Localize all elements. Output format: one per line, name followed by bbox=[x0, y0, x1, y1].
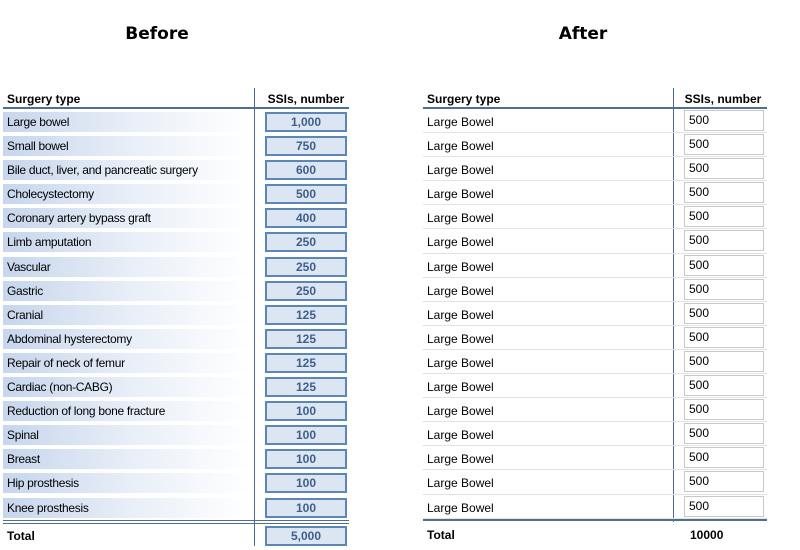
surgery-type-cell: Small bowel bbox=[3, 136, 251, 156]
ssis-value-cell: 400 bbox=[265, 208, 347, 228]
surgery-type-cell: Large Bowel bbox=[427, 235, 494, 250]
table-row bbox=[423, 109, 767, 133]
table-row bbox=[423, 398, 767, 422]
surgery-type-cell: Vascular bbox=[3, 257, 251, 277]
table-row bbox=[423, 254, 767, 278]
surgery-type-cell: Reduction of long bone fracture bbox=[3, 401, 251, 421]
table-row bbox=[423, 446, 767, 470]
surgery-type-cell: Gastric bbox=[3, 281, 251, 301]
ssis-value-cell: 500 bbox=[265, 184, 347, 204]
table-row bbox=[423, 278, 767, 302]
table-row bbox=[423, 205, 767, 229]
surgery-type-cell: Large Bowel bbox=[427, 476, 494, 491]
ssis-input[interactable]: 500 bbox=[684, 447, 764, 468]
table-row bbox=[3, 230, 349, 254]
surgery-type-cell: Cardiac (non-CABG) bbox=[3, 377, 251, 397]
total-label: Total bbox=[7, 528, 35, 543]
surgery-type-cell: Large Bowel bbox=[427, 307, 494, 322]
surgery-type-cell: Coronary artery bypass graft bbox=[3, 208, 251, 228]
table-row bbox=[3, 134, 349, 158]
surgery-type-header: Surgery type bbox=[7, 92, 81, 106]
surgery-type-cell: Breast bbox=[3, 449, 251, 469]
surgery-type-cell: Limb amputation bbox=[3, 232, 251, 252]
ssis-value-cell: 750 bbox=[265, 136, 347, 156]
table-row bbox=[423, 326, 767, 350]
after-rows bbox=[423, 109, 767, 519]
surgery-type-cell: Spinal bbox=[3, 425, 251, 445]
table-row bbox=[3, 110, 349, 134]
table-row bbox=[3, 206, 349, 230]
ssis-input[interactable]: 500 bbox=[684, 375, 764, 396]
ssis-input[interactable]: 500 bbox=[684, 158, 764, 179]
ssis-input[interactable]: 500 bbox=[684, 471, 764, 492]
surgery-type-cell: Large Bowel bbox=[427, 355, 494, 370]
table-row bbox=[3, 496, 349, 520]
table-row bbox=[423, 470, 767, 494]
table-row bbox=[423, 374, 767, 398]
ssis-input[interactable]: 500 bbox=[684, 303, 764, 324]
before-heading: Before bbox=[125, 24, 189, 44]
table-row bbox=[3, 158, 349, 182]
ssis-input[interactable]: 500 bbox=[684, 496, 764, 517]
surgery-type-cell: Hip prosthesis bbox=[3, 473, 251, 493]
ssis-input[interactable]: 500 bbox=[684, 110, 764, 131]
surgery-type-cell: Large Bowel bbox=[427, 259, 494, 274]
table-row bbox=[3, 471, 349, 495]
table-row bbox=[423, 133, 767, 157]
ssis-input[interactable]: 500 bbox=[684, 327, 764, 348]
ssis-value-cell: 100 bbox=[265, 401, 347, 421]
before-total-row bbox=[3, 520, 349, 545]
ssis-number-header: SSIs, number bbox=[267, 92, 345, 106]
ssis-value-cell: 250 bbox=[265, 232, 347, 252]
surgery-type-cell: Large Bowel bbox=[427, 380, 494, 395]
table-row bbox=[3, 255, 349, 279]
before-table-header bbox=[3, 88, 349, 109]
surgery-type-cell: Repair of neck of femur bbox=[3, 353, 251, 373]
ssis-value-cell: 125 bbox=[265, 377, 347, 397]
ssis-input[interactable]: 500 bbox=[684, 399, 764, 420]
table-row bbox=[423, 422, 767, 446]
surgery-type-cell: Cholecystectomy bbox=[3, 184, 251, 204]
ssis-input[interactable]: 500 bbox=[684, 423, 764, 444]
table-row bbox=[3, 375, 349, 399]
surgery-type-cell: Large Bowel bbox=[427, 211, 494, 226]
table-row bbox=[3, 399, 349, 423]
surgery-type-cell: Large Bowel bbox=[427, 283, 494, 298]
ssis-input[interactable]: 500 bbox=[684, 182, 764, 203]
surgery-type-header: Surgery type bbox=[427, 92, 501, 106]
ssis-input[interactable]: 500 bbox=[684, 279, 764, 300]
surgery-type-cell: Large bowel bbox=[3, 112, 251, 132]
surgery-type-cell: Abdominal hysterectomy bbox=[3, 329, 251, 349]
ssis-value-cell: 250 bbox=[265, 257, 347, 277]
surgery-type-cell: Knee prosthesis bbox=[3, 498, 251, 518]
total-label: Total bbox=[427, 527, 455, 542]
ssis-value-cell: 125 bbox=[265, 329, 347, 349]
surgery-type-cell: Large Bowel bbox=[427, 500, 494, 515]
ssis-input[interactable]: 500 bbox=[684, 206, 764, 227]
surgery-type-cell: Large Bowel bbox=[427, 187, 494, 202]
ssis-value-cell: 600 bbox=[265, 160, 347, 180]
ssis-input[interactable]: 500 bbox=[684, 230, 764, 251]
table-row bbox=[423, 302, 767, 326]
table-row bbox=[3, 423, 349, 447]
table-row bbox=[423, 157, 767, 181]
surgery-type-cell: Large Bowel bbox=[427, 331, 494, 346]
ssis-number-header: SSIs, number bbox=[684, 92, 762, 106]
table-row bbox=[3, 327, 349, 351]
surgery-type-cell: Large Bowel bbox=[427, 139, 494, 154]
ssis-value-cell: 100 bbox=[265, 473, 347, 493]
after-table-header bbox=[423, 88, 767, 109]
table-row bbox=[3, 447, 349, 471]
ssis-value-cell: 125 bbox=[265, 353, 347, 373]
ssis-input[interactable]: 500 bbox=[684, 134, 764, 155]
ssis-input[interactable]: 500 bbox=[684, 351, 764, 372]
ssis-value-cell: 100 bbox=[265, 498, 347, 518]
after-total-row bbox=[423, 519, 767, 545]
table-row bbox=[3, 182, 349, 206]
surgery-type-cell: Large Bowel bbox=[427, 428, 494, 443]
ssis-value-cell: 100 bbox=[265, 425, 347, 445]
surgery-type-cell: Large Bowel bbox=[427, 404, 494, 419]
table-row bbox=[423, 350, 767, 374]
table-row bbox=[3, 351, 349, 375]
ssis-input[interactable]: 500 bbox=[684, 255, 764, 276]
table-row bbox=[423, 229, 767, 253]
after-heading: After bbox=[558, 24, 608, 44]
ssis-value-cell: 125 bbox=[265, 305, 347, 325]
table-row bbox=[3, 303, 349, 327]
table-row bbox=[423, 495, 767, 519]
surgery-type-cell: Cranial bbox=[3, 305, 251, 325]
ssis-value-cell: 1,000 bbox=[265, 112, 347, 132]
before-table bbox=[3, 88, 349, 545]
table-row bbox=[3, 279, 349, 303]
total-value: 10000 bbox=[690, 527, 724, 542]
before-rows bbox=[3, 110, 349, 520]
table-row bbox=[423, 181, 767, 205]
total-value: 5,000 bbox=[265, 526, 347, 546]
surgery-type-cell: Large Bowel bbox=[427, 452, 494, 467]
ssis-value-cell: 100 bbox=[265, 449, 347, 469]
surgery-type-cell: Bile duct, liver, and pancreatic surgery bbox=[3, 160, 251, 180]
surgery-type-cell: Large Bowel bbox=[427, 115, 494, 129]
surgery-type-cell: Large Bowel bbox=[427, 163, 494, 178]
after-table bbox=[423, 88, 767, 545]
ssis-value-cell: 250 bbox=[265, 281, 347, 301]
